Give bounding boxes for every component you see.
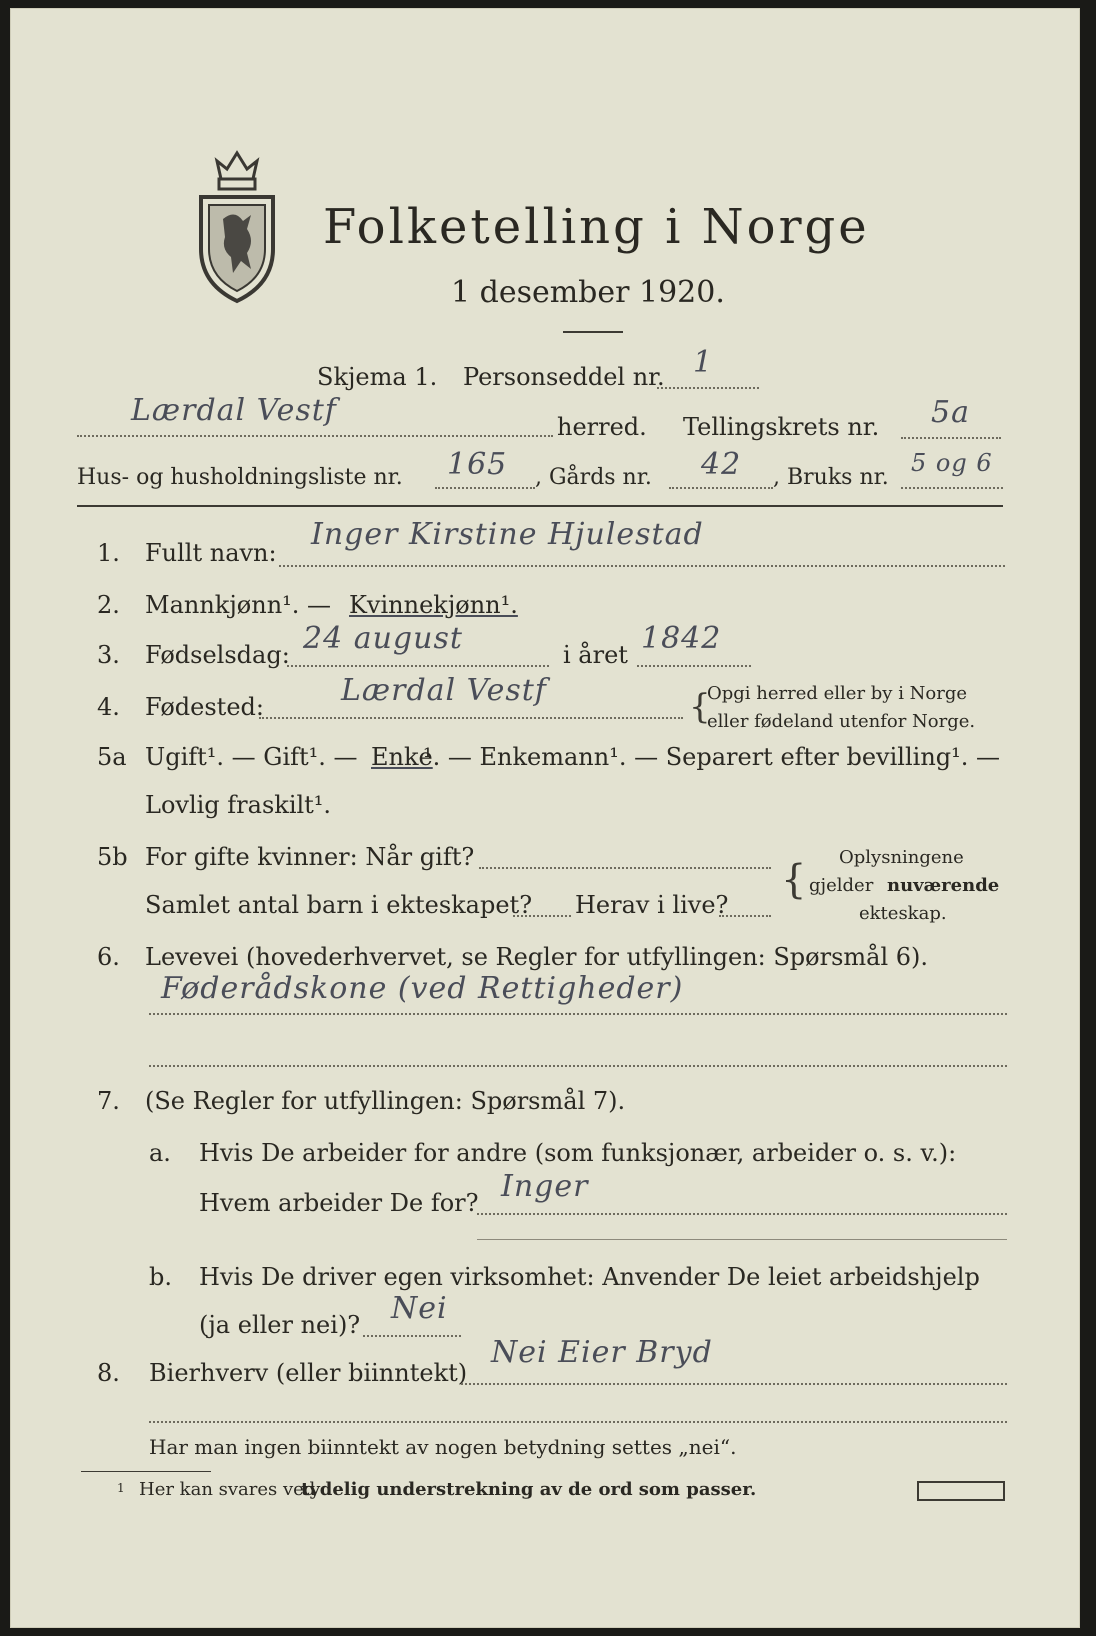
footnote-text-b: tydelig understrekning av de ord som passer. [301,1479,757,1500]
lovlig-fraskilt-option[interactable]: Lovlig fraskilt¹. [145,791,332,819]
mannkjonn-option[interactable]: Mannkjønn¹. — [145,591,332,619]
tellingskrets-label: Tellingskrets nr. [683,413,880,441]
schema-label: Skjema 1. [317,363,438,391]
naar-gift-label: For gifte kvinner: Når gift? [145,843,475,871]
footnote-text-a: Her kan svares ved [139,1479,316,1500]
fodested-value[interactable]: Lærdal Vestf [341,673,547,708]
fullt-navn-value[interactable]: Inger Kirstine Hjulestad [311,517,704,552]
header-divider [77,505,1003,507]
q2-number: 2. [97,591,120,619]
ekteskap-brace: { [781,857,807,903]
fodested-brace: { [689,687,711,727]
sivilstand-options-a[interactable]: Ugift¹. — Gift¹. — [145,743,358,771]
antal-barn-label: Samlet antal barn i ekteskapet? [145,891,533,919]
q1-number: 1. [97,539,120,567]
q8-number: 8. [97,1359,120,1387]
husholdningsliste-value[interactable]: 165 [447,447,508,482]
gards-value[interactable]: 42 [701,447,742,482]
bierhverv-label: Bierhverv (eller biinntekt) [149,1359,468,1387]
hvem-arbeider-value[interactable]: Inger [501,1169,589,1204]
footnote-number: 1 [117,1481,125,1495]
fullt-navn-label: Fullt navn: [145,539,277,567]
form-title: Folketelling i Norge [323,199,870,255]
gards-label: , Gårds nr. [535,465,652,490]
bierhverv-value[interactable]: Nei Eier Bryd [491,1335,713,1370]
kvinnekjonn-option[interactable]: Kvinnekjønn¹. [349,591,518,619]
ekteskap-note: ekteskap. [859,903,947,924]
herav-i-live-label: Herav i live? [575,891,729,919]
herred-value[interactable]: Lærdal Vestf [131,393,337,428]
q4-number: 4. [97,693,120,721]
printer-stamp [917,1481,1005,1501]
divider-short [563,331,623,333]
q7-label: (Se Regler for utfyllingen: Spørsmål 7). [145,1087,626,1115]
q3-number: 3. [97,641,120,669]
fodselsdag-value[interactable]: 24 august [303,621,463,656]
husholdningsliste-label: Hus- og husholdningsliste nr. [77,465,403,490]
q6-number: 6. [97,943,120,971]
gjelder-note: gjelder [809,875,874,896]
tellingskrets-value[interactable]: 5a [931,395,970,430]
aaret-value[interactable]: 1842 [641,621,722,656]
q5b-number: 5b [97,843,128,871]
ja-eller-nei-label: (ja eller nei)? [199,1311,361,1339]
fodested-label: Fødested: [145,693,264,721]
enke-option[interactable]: Enke [371,743,433,771]
herred-label: herred. [557,413,647,441]
aaret-label: i året [563,641,628,669]
fodselsdag-label: Fødselsdag: [145,641,290,669]
q7a-question: Hvis De arbeider for andre (som funksjonær, arbeider o. s. v.): [199,1139,957,1167]
levevei-value[interactable]: Føderådskone (ved Rettigheder) [161,971,684,1006]
fodested-note-1: Opgi herred eller by i Norge [707,683,968,704]
personseddel-value[interactable]: 1 [693,345,714,380]
q7b-letter: b. [149,1263,172,1291]
hvem-arbeider-label: Hvem arbeider De for? [199,1189,479,1217]
q7a-letter: a. [149,1139,171,1167]
census-date: 1 desember 1920. [451,275,725,310]
levevei-label: Levevei (hovederhvervet, se Regler for utfyllingen: Spørsmål 6). [145,943,929,971]
q7-number: 7. [97,1087,120,1115]
q5a-number: 5a [97,743,127,771]
ja-eller-nei-value[interactable]: Nei [391,1291,448,1326]
bruks-label: , Bruks nr. [773,465,889,490]
bruks-value[interactable]: 5 og 6 [911,449,993,477]
q7b-question: Hvis De driver egen virksomhet: Anvender De leiet arbeidshjelp [199,1263,980,1291]
coat-of-arms-icon [191,149,283,304]
biinntekt-note: Har man ingen biinntekt av nogen betydning settes „nei“. [149,1435,737,1459]
oplysningene-note: Oplysningene [839,847,964,868]
fodested-note-2: eller fødeland utenfor Norge. [707,711,976,732]
sivilstand-options-b[interactable]: ¹. — Enkemann¹. — Separert efter bevilling¹. — [423,743,1001,771]
personseddel-label: Personseddel nr. [463,363,665,391]
nuvaerende-note: nuværende [887,875,1000,896]
census-form-sheet [10,8,1080,1628]
